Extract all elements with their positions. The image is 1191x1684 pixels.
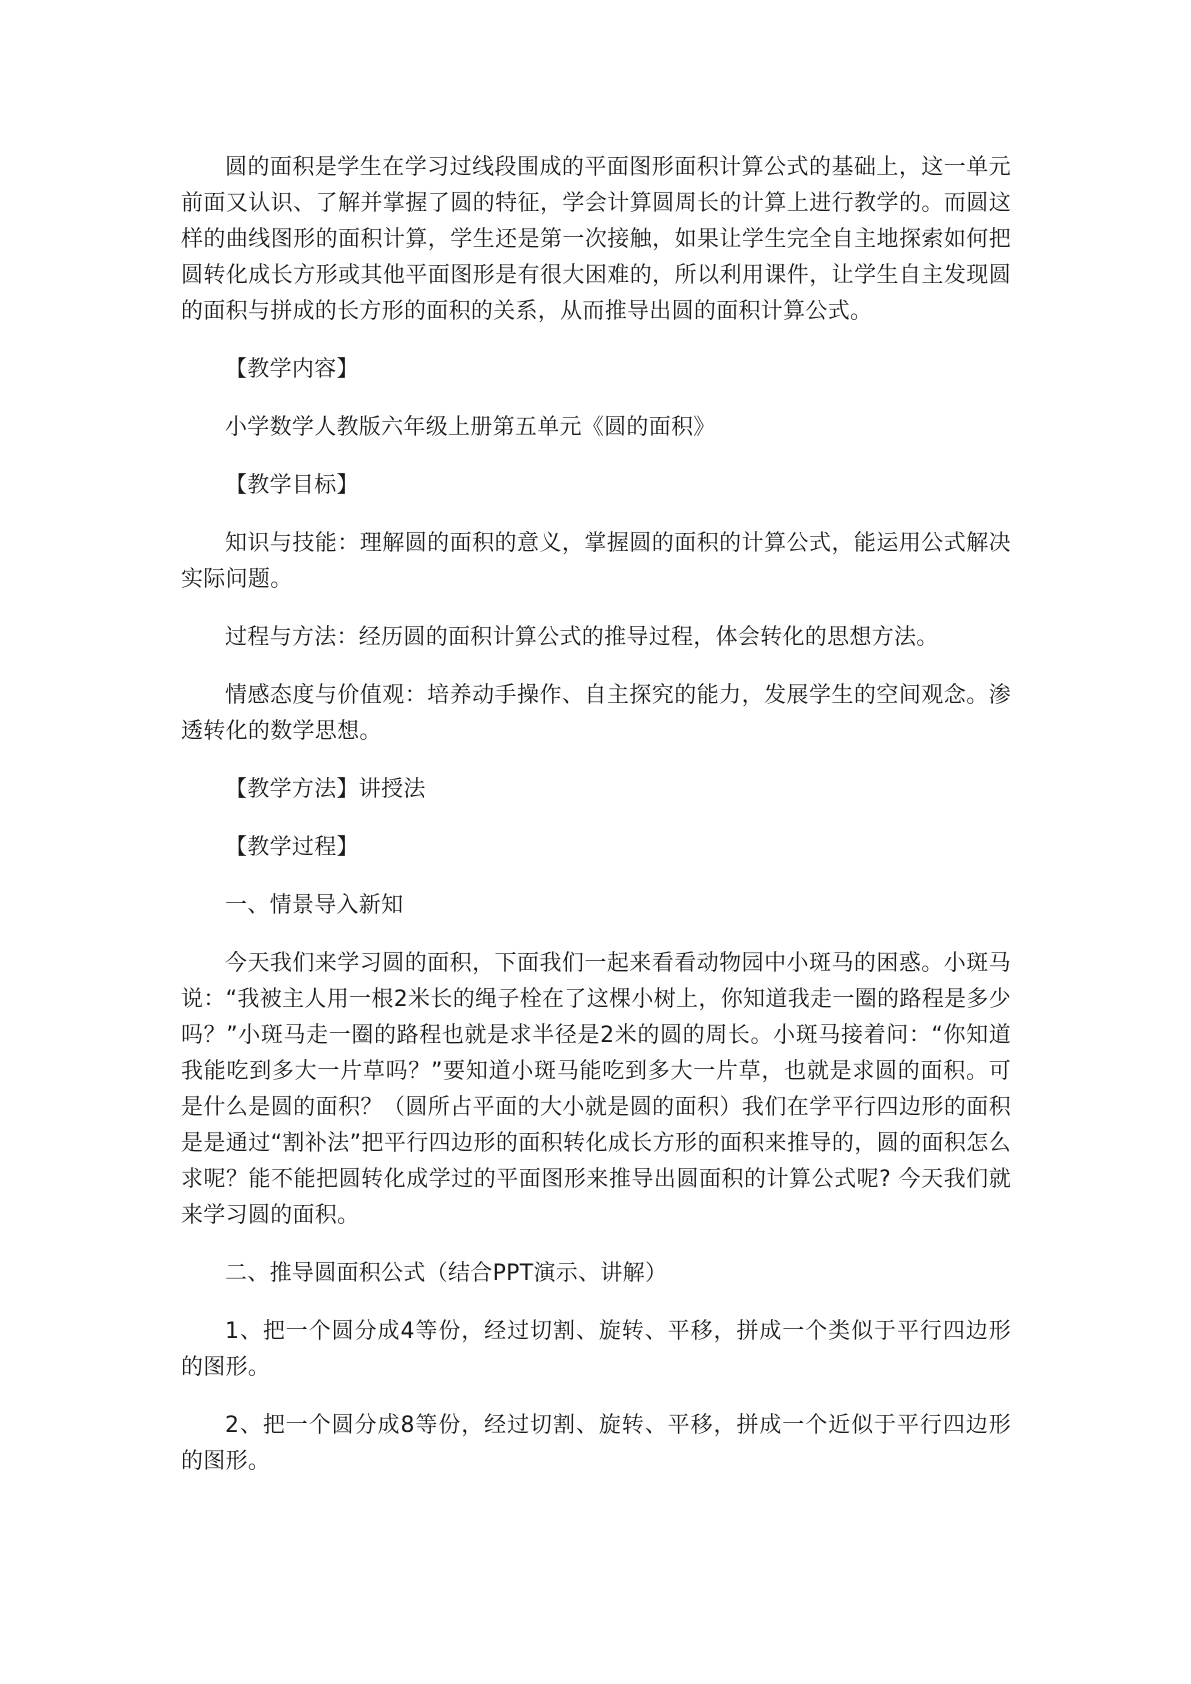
section-heading-teaching-process: 【教学过程】 xyxy=(225,835,359,860)
step-one-text: 今天我们来学习圆的面积，下面我们一起来看看动物园中小斑马的困惑。小斑马说：“我被主人用一根2米长的绳子栓在了这棵小树上，你知道我走一圈的路程是多少吗？”小斑马走一圈的路程也就是求半径是2米的圆的周长。小斑马接着问：“你知道我能吃到多大一片草吗？”要知道小斑马能吃到多大一片草，也就是求圆的面积。可是什么是圆的面积？（圆所占平面的大小就是圆的面积）我们在学平行四边形的面积是是通过“割补法”把平行四边形的面积转化成长方形的面积来推导的，圆的面积怎么求呢？能不能把圆转化成学过的平面图形来推导出圆面积的计算公式呢? 今天我们就来学习圆的面积。 xyxy=(181,951,1011,1228)
document-body xyxy=(181,150,1011,1502)
goal-process-method: 过程与方法：经历圆的面积计算公式的推导过程，体会转化的思想方法。 xyxy=(225,625,939,650)
section-heading-teaching-content: 【教学内容】 xyxy=(225,357,359,382)
teaching-content-text: 小学数学人教版六年级上册第五单元《圆的面积》 xyxy=(225,415,716,440)
goal-knowledge-skills: 知识与技能：理解圆的面积的意义，掌握圆的面积的计算公式，能运用公式解决实际问题。 xyxy=(181,531,1011,592)
step-two-item-2: 2、把一个圆分成8等份，经过切割、旋转、平移，拼成一个近似于平行四边形的图形。 xyxy=(181,1413,1011,1474)
section-heading-teaching-goals: 【教学目标】 xyxy=(225,473,359,498)
section-heading-teaching-method: 【教学方法】讲授法 xyxy=(225,777,426,802)
step-one-heading: 一、情景导入新知 xyxy=(225,893,404,918)
goal-emotion-values: 情感态度与价值观：培养动手操作、自主探究的能力，发展学生的空间观念。渗透转化的数学思想。 xyxy=(181,683,1011,744)
step-two-heading: 二、推导圆面积公式（结合PPT演示、讲解） xyxy=(225,1261,668,1286)
intro-paragraph: 圆的面积是学生在学习过线段围成的平面图形面积计算公式的基础上，这一单元前面又认识、了解并掌握了圆的特征，学会计算圆周长的计算上进行教学的。而圆这样的曲线图形的面积计算，学生还是第一次接触，如果让学生完全自主地探索如何把圆转化成长方形或其他平面图形是有很大困难的，所以利用课件，让学生自主发现圆的面积与拼成的长方形的面积的关系，从而推导出圆的面积计算公式。 xyxy=(181,155,1011,324)
step-two-item-1: 1、把一个圆分成4等份，经过切割、旋转、平移，拼成一个类似于平行四边形的图形。 xyxy=(181,1319,1011,1380)
